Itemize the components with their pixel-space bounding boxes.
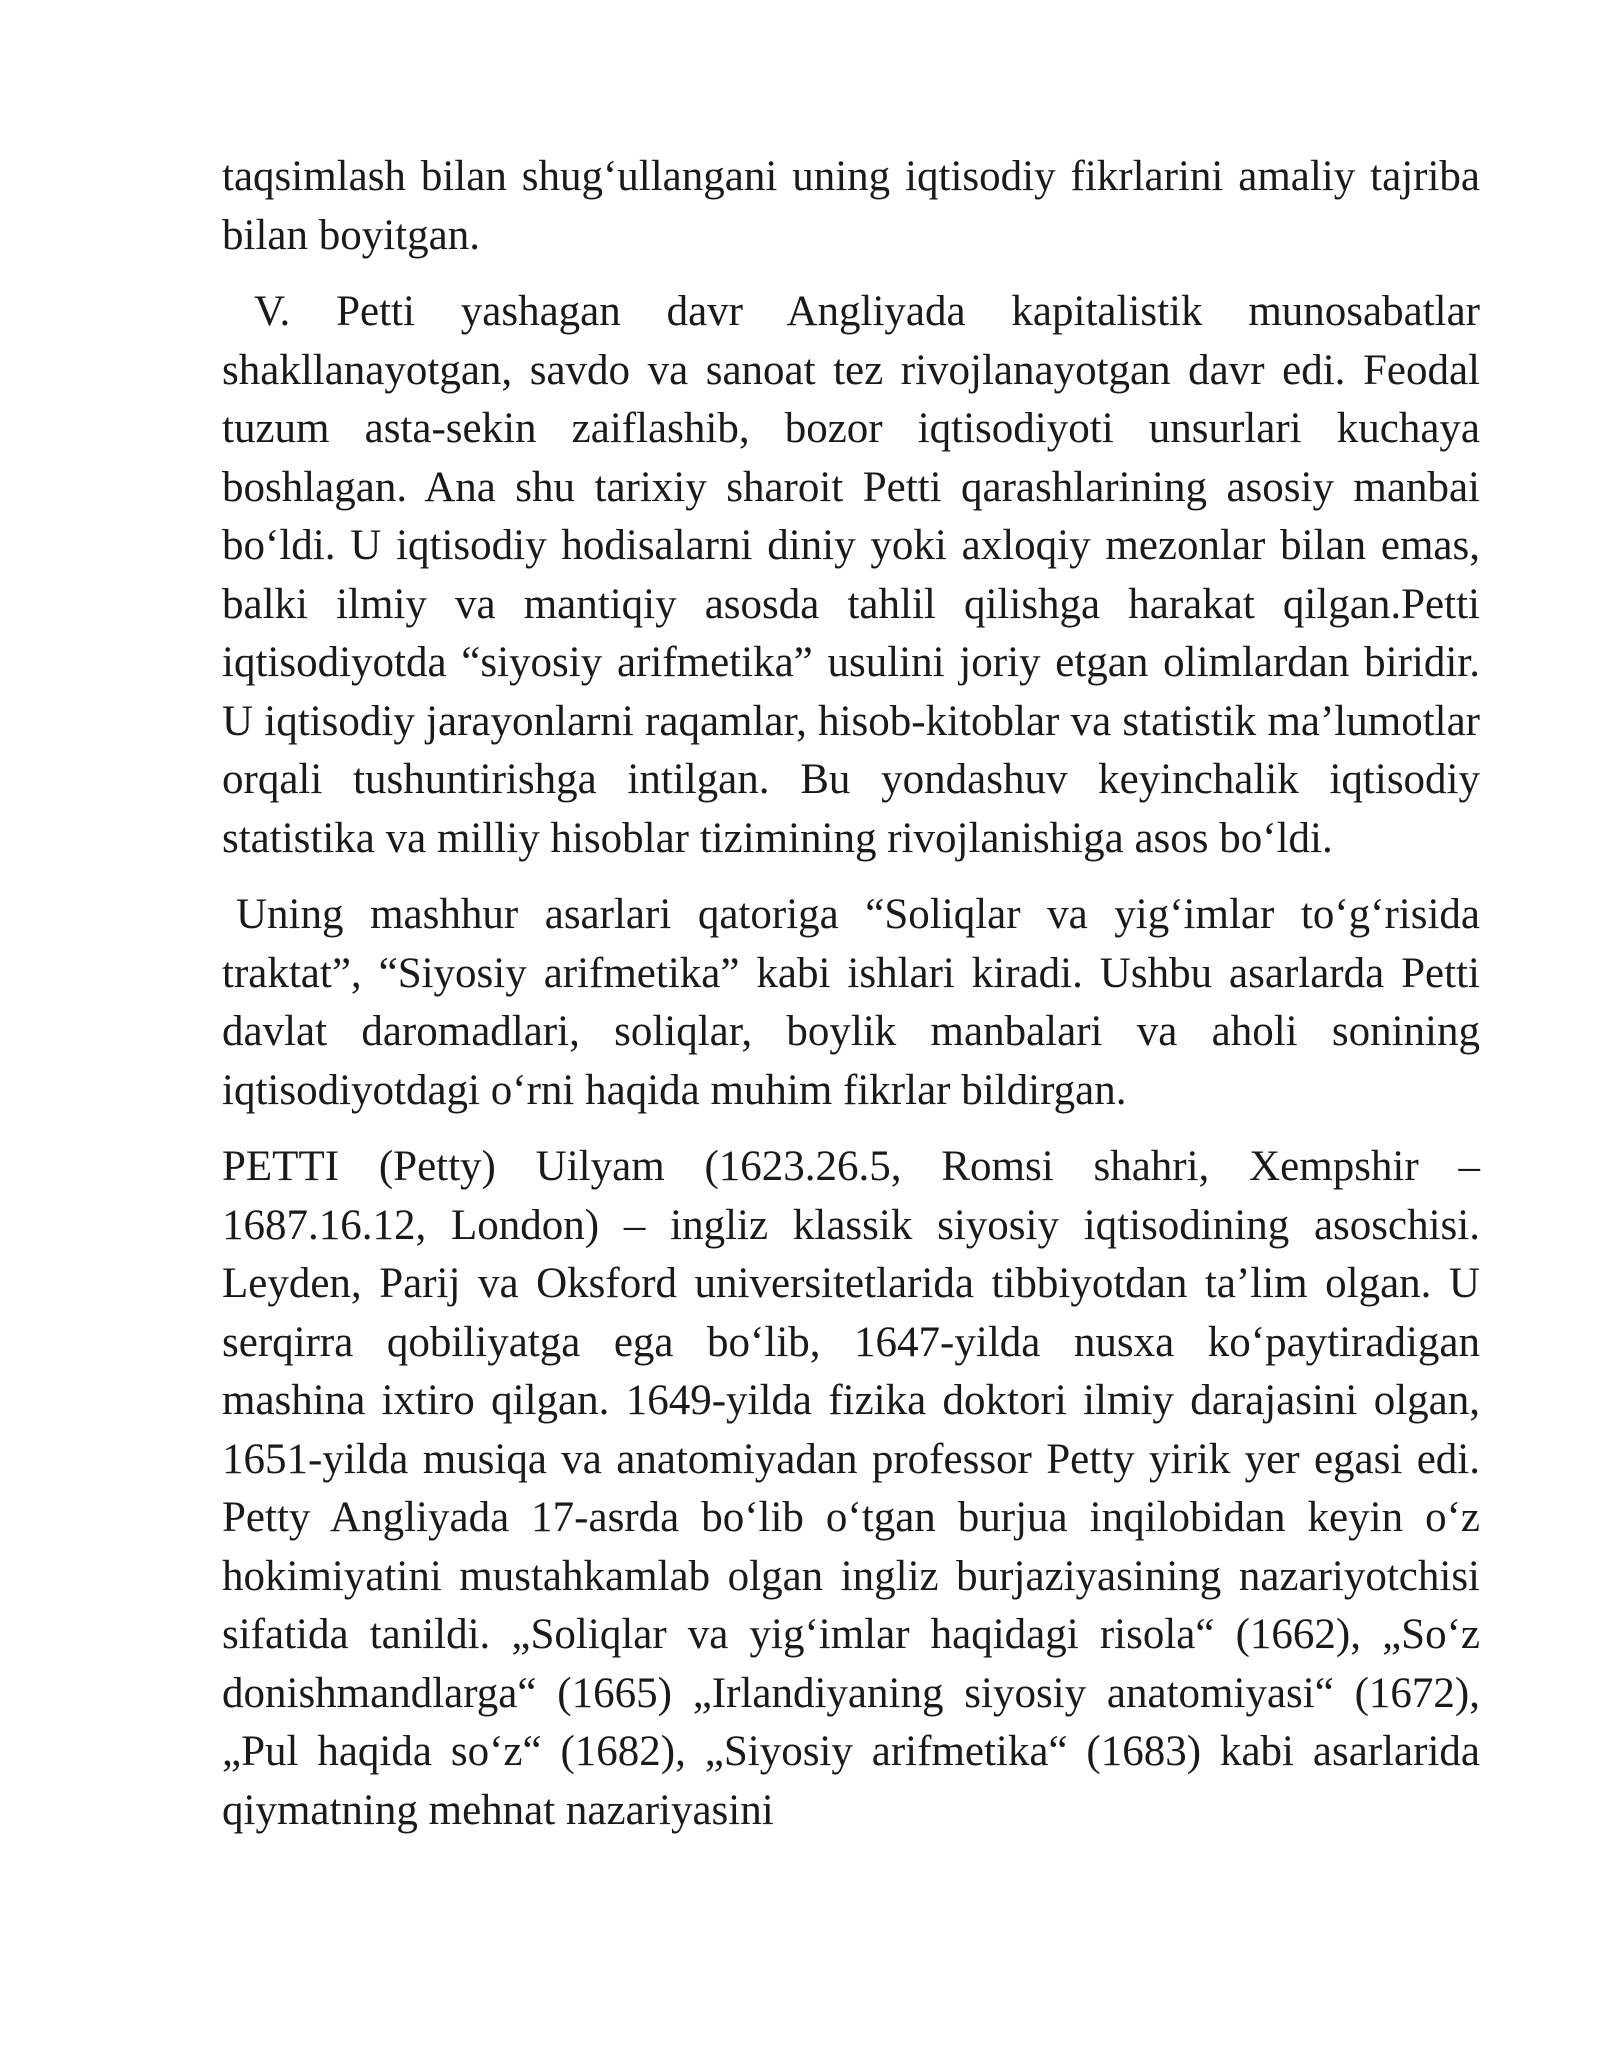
paragraph-petti-biography: PETTI (Petty) Uilyam (1623.26.5, Romsi shahri, Xempshir – 1687.16.12, London) – ingliz klassik siyosiy iqtisodining asoschisi. Leyden, Parij va Oksford universitetlarida tibbiyotdan ta’lim olgan. U serqirra qobiliyatga ega bo‘lib, 1647-yilda nusxa ko‘paytiradigan mashina ixtiro qilgan. 1649-yilda fizika doktori ilmiy darajasini olgan, 1651-yilda musiqa va anatomiyadan professor Petty yirik yer egasi edi. Petty Angliyada 17-asrda bo‘lib o‘tgan burjua inqilobidan keyin o‘z hokimiyatini mustahkamlab olgan ingliz burjaziyasining nazariyotchisi sifatida tanildi. „Soliqlar va yig‘imlar haqidagi risola“ (1662), „So‘z donishmandlarga“ (1665) „Irlandiyaning siyosiy anatomiyasi“ (1672), „Pul haqida so‘z“ (1682), „Siyosiy arifmetika“ (1683) kabi asarlarida qiymatning mehnat nazariyasini: [222, 1143, 1480, 1834]
paragraph-continuation: taqsimlash bilan shug‘ullangani uning iqtisodiy fikrlarini amaliy tajriba bilan boyitgan.: [222, 153, 1480, 259]
paragraph-petti-works: Uning mashhur asarlari qatoriga “Soliqlar va yig‘imlar to‘g‘risida traktat”, “Siyosiy arifmetika” kabi ishlari kiradi. Ushbu asarlarda Petti davlat daromadlari, soliqlar, boylik manbalari va aholi sonining iqtisodiyotdagi o‘rni haqida muhim fikrlar bildirgan.: [222, 891, 1480, 1114]
paragraph-petti-era: V. Petti yashagan davr Angliyada kapitalistik munosabatlar shakllanayotgan, savdo va sanoat tez rivojlanayotgan davr edi. Feodal tuzum asta-sekin zaiflashib, bozor iqtisodiyoti unsurlari kuchaya boshlagan. Ana shu tarixiy sharoit Petti qarashlarining asosiy manbai bo‘ldi. U iqtisodiy hodisalarni diniy yoki axloqiy mezonlar bilan emas, balki ilmiy va mantiqiy asosda tahlil qilishga harakat qilgan.Petti iqtisodiyotda “siyosiy arifmetika” usulini joriy etgan olimlardan biridir. U iqtisodiy jarayonlarni raqamlar, hisob-kitoblar va statistik ma’lumotlar orqali tushuntirishga intilgan. Bu yondashuv keyinchalik iqtisodiy statistika va milliy hisoblar tizimining rivojlanishiga asos bo‘ldi.: [222, 288, 1480, 862]
document-page: [222, 148, 1480, 1858]
